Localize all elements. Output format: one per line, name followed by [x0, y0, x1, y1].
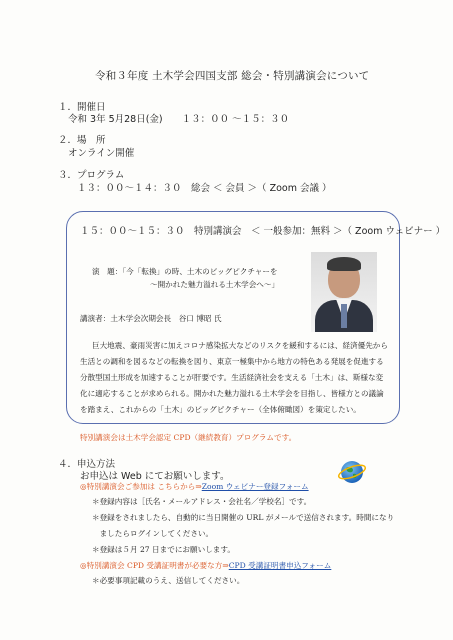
application-intro: お申込は Web にてお願いします。: [80, 471, 230, 482]
section3-heading: ３．プログラム: [58, 170, 125, 181]
event-date: 令和 3年 5月28日(金) １３：００ 〜１５：３０: [68, 114, 290, 125]
link1-prefix: ◎特別講演会ご参加は こちらから⇒: [80, 482, 202, 491]
cpd-certificate-form-link[interactable]: CPD 受講証明書申込フォーム: [228, 561, 332, 570]
note-line: ＊必要事項記載のうえ、送信してください。: [92, 576, 245, 585]
section4-heading: ４．申込方法: [58, 459, 116, 470]
note-line: ＊登録内容は［氏名・メールアドレス・会社名／学校名］です。: [92, 497, 312, 506]
program-general-meeting: １３：００〜１４：３０ 総会 ＜ 会員 ＞（ Zoom 会議 ）: [77, 183, 332, 194]
zoom-webinar-registration-link[interactable]: Zoom ウェビナー登録フォーム: [201, 482, 309, 491]
note-line: ＊登録は５月 27 日までにお願いします。: [92, 545, 235, 554]
lecture-topic-line2: 〜開かれた魅力溢れる土木学会へ〜」: [150, 280, 280, 289]
lecture-body-line: 化に適応することが求められる。開かれた魅力溢れる土木学会を目指し、皆様方との議論: [80, 389, 384, 398]
lecture-speaker: 講演者：土木学会次期会長 谷口 博昭 氏: [80, 314, 222, 323]
speaker-portrait: [311, 252, 377, 332]
page-title: 令和３年度 土木学会四国支部 総会・特別講演会について: [95, 70, 370, 82]
lecture-body-line: を踏まえ、これからの「土木」のビッグピクチャー（全体俯瞰図）を策定したい。: [80, 405, 361, 414]
link2-row: [80, 560, 331, 571]
link1-row: [80, 481, 309, 492]
section1-heading: １．開催日: [58, 102, 106, 113]
note-line: ましたらログインしてください。: [92, 529, 214, 538]
lecture-topic-line1: 演 題：「今「転換」の時、土木のビッグピクチャーを: [92, 267, 278, 276]
globe-icon: [337, 457, 367, 487]
lecture-body-line: 分散型国土形成を加速することが肝要です。生活経済社会を支える「土木」は、斯様な変: [80, 373, 384, 382]
note-line: ＊登録をされましたら、自動的に当日開催の URL がメールで送信されます。時間になり: [92, 513, 395, 522]
cpd-note: 特別講演会は土木学会認定 CPD（継続教育）プログラムです。: [80, 433, 297, 442]
lecture-header: １５：００〜１５：３０ 特別講演会 ＜ 一般参加：無料 ＞（ Zoom ウェビナー ）: [80, 226, 446, 237]
link2-prefix: ◎特別講演会 CPD 受講証明書が必要な方⇒: [80, 561, 229, 570]
lecture-body-line: 生活との調和を図るなどの転換を図り、東京一極集中から地方の特色ある発展を促進する: [80, 357, 384, 366]
venue-value: オンライン開催: [68, 148, 135, 159]
section2-heading: ２．場 所: [58, 135, 106, 146]
lecture-body-line: 巨大地震、豪雨災害に加えコロナ感染拡大などのリスクを緩和するには、経済優先から: [92, 341, 388, 350]
